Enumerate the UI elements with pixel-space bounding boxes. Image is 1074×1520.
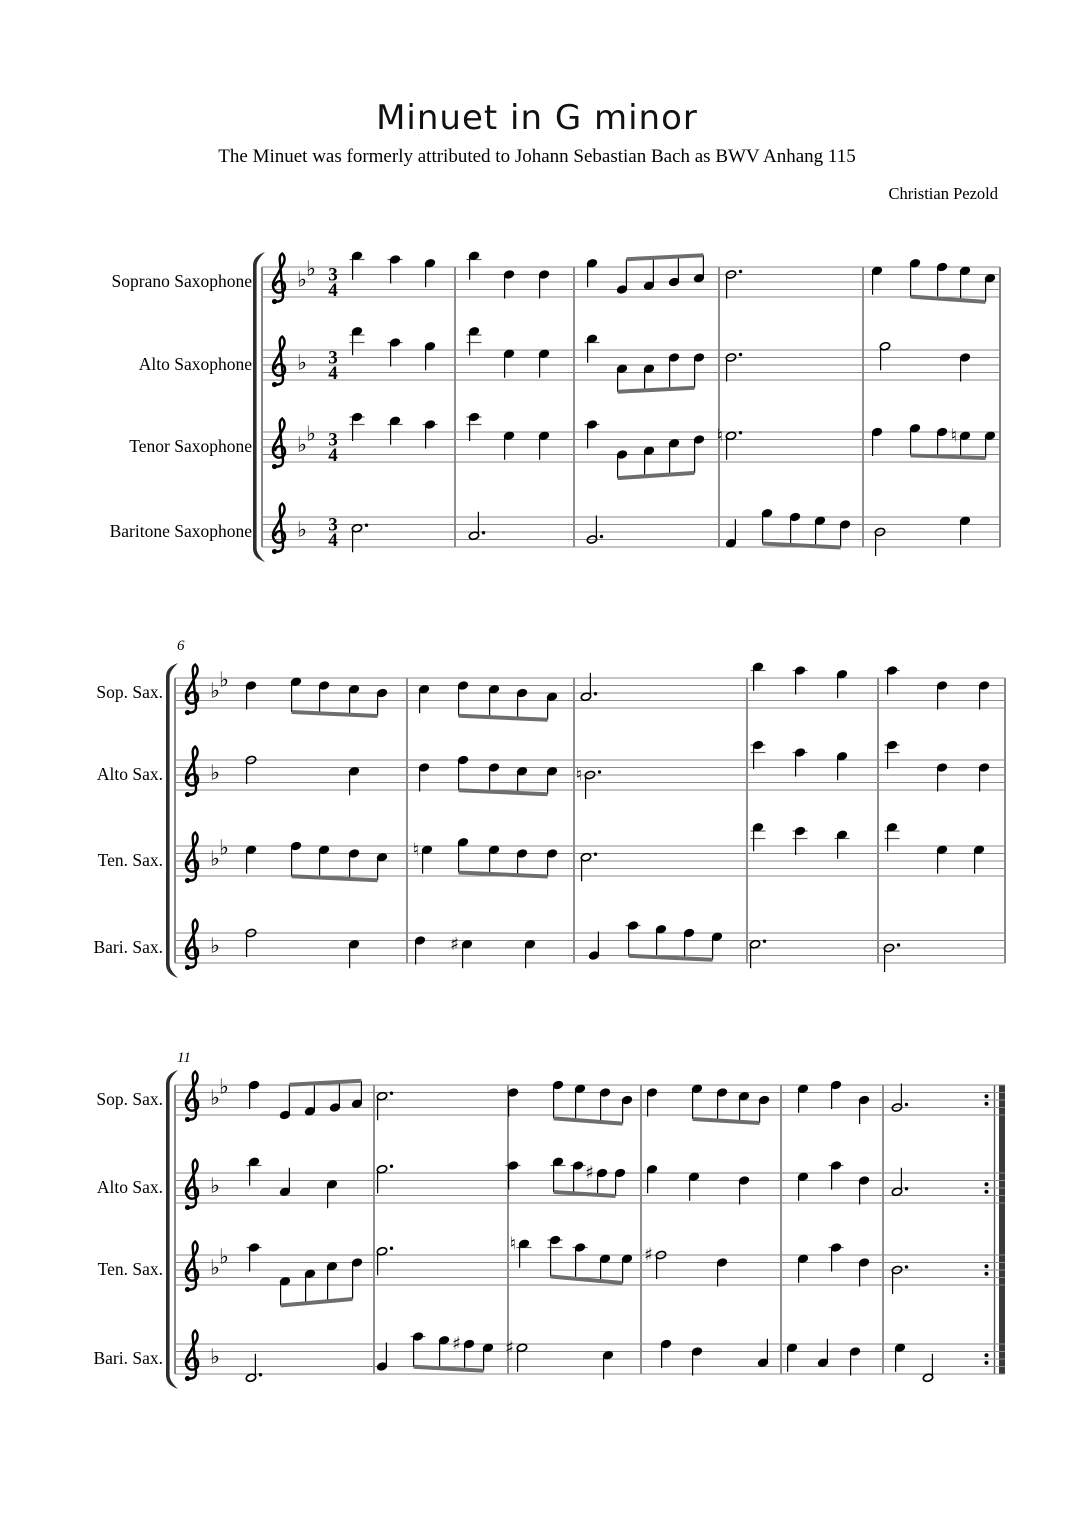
svg-text:♭: ♭ <box>306 421 316 446</box>
svg-text:♭: ♭ <box>297 267 307 292</box>
svg-text:♭: ♭ <box>297 432 307 457</box>
svg-text:♭: ♭ <box>306 256 316 281</box>
staff-label-tenor: Tenor Saxophone <box>129 436 252 456</box>
measure-number-6: 6 <box>177 638 185 654</box>
composer-credit: Christian Pezold <box>888 184 998 203</box>
page-title: Minuet in G minor <box>376 98 698 138</box>
svg-text:3: 3 <box>328 514 338 536</box>
staff-label-baritone: Baritone Saxophone <box>109 521 252 541</box>
staff-label-bari-3: Bari. Sax. <box>93 1348 163 1368</box>
svg-text:♭: ♭ <box>297 350 307 375</box>
svg-text:♭: ♭ <box>297 517 307 542</box>
staff-label-soprano: Soprano Saxophone <box>111 271 252 291</box>
svg-text:♮: ♮ <box>575 764 582 786</box>
svg-text:♭: ♭ <box>219 1074 229 1099</box>
measure-number-11: 11 <box>177 1050 191 1066</box>
staff-label-bari-2: Bari. Sax. <box>93 937 163 957</box>
svg-text:♭: ♭ <box>210 678 220 703</box>
svg-text:4: 4 <box>328 280 338 301</box>
svg-text:♭: ♭ <box>219 1244 229 1269</box>
svg-text:♮: ♮ <box>412 839 419 861</box>
svg-text:3: 3 <box>328 264 338 286</box>
staff-label-alto-2: Alto Sax. <box>96 764 163 784</box>
svg-text:♯: ♯ <box>585 1162 594 1184</box>
svg-text:♭: ♭ <box>210 933 220 958</box>
staff-label-ten-3: Ten. Sax. <box>97 1259 163 1279</box>
svg-text:♭: ♭ <box>210 760 220 785</box>
svg-text:♮: ♮ <box>509 1233 516 1255</box>
svg-text:♯: ♯ <box>452 1333 461 1355</box>
svg-text:♭: ♭ <box>219 667 229 692</box>
svg-text:♮: ♮ <box>950 425 957 447</box>
svg-text:♭: ♭ <box>210 1085 220 1110</box>
staff-label-ten-2: Ten. Sax. <box>97 850 163 870</box>
svg-text:♯: ♯ <box>505 1337 514 1359</box>
svg-text:3: 3 <box>328 347 338 369</box>
svg-text:4: 4 <box>328 445 338 466</box>
svg-text:♮: ♮ <box>716 425 723 447</box>
svg-text:4: 4 <box>328 530 338 551</box>
svg-text:3: 3 <box>328 429 338 451</box>
staff-label-alto: Alto Saxophone <box>138 354 252 374</box>
svg-text:♭: ♭ <box>210 1344 220 1369</box>
staff-label-sop-3: Sop. Sax. <box>96 1089 163 1109</box>
svg-text:♯: ♯ <box>644 1244 653 1266</box>
svg-text:♭: ♭ <box>210 1173 220 1198</box>
svg-text:♭: ♭ <box>210 846 220 871</box>
staff-label-sop-2: Sop. Sax. <box>96 682 163 702</box>
svg-text:♭: ♭ <box>219 835 229 860</box>
svg-text:♭: ♭ <box>210 1255 220 1280</box>
page-subtitle: The Minuet was formerly attributed to Johann Sebastian Bach as BWV Anhang 115 <box>218 146 856 167</box>
svg-text:4: 4 <box>328 363 338 384</box>
staff-label-alto-3: Alto Sax. <box>96 1177 163 1197</box>
svg-text:♯: ♯ <box>450 933 459 955</box>
